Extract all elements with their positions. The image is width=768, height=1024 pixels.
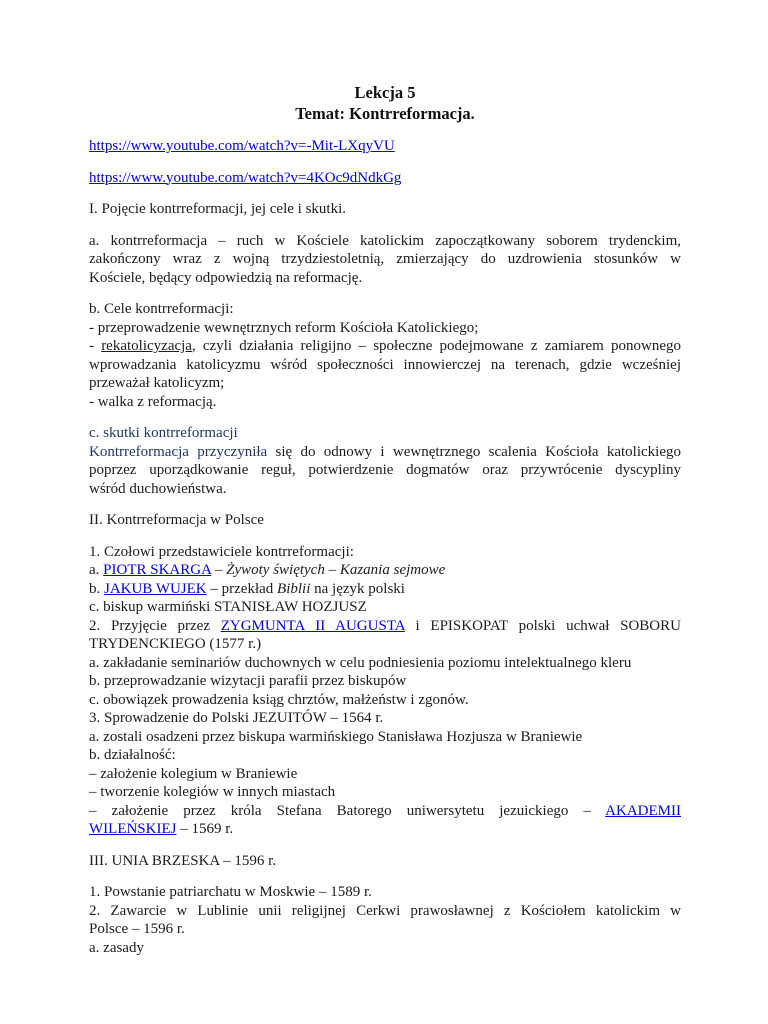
text-line: [89, 543, 681, 562]
text-run: , czyli działania religijno – społeczne podejmowane z zamiarem ponownego: [191, 338, 681, 354]
text-run: Kościele, będący odpowiedzią na reformację.: [89, 269, 363, 286]
text-run: poprzez uporządkowanie reguł, potwierdzenie dogmatów oraz przywrócenie dyscypliny: [89, 462, 681, 478]
text-run: I. Pojęcie kontrreformacji, jej cele i skutki.: [89, 201, 346, 217]
text-run: zakończony wraz z wojną trzydziestoletnią, zmierzający do uzdrowienia stosunków w: [89, 251, 681, 267]
text-run: b. przeprowadzanie wizytacji parafii przez biskupów: [89, 673, 407, 689]
text-run: III. UNIA BRZESKA – 1596 r.: [89, 852, 277, 869]
text-line: [89, 300, 681, 319]
text-run: TRYDENCKIEGO (1577 r.): [89, 636, 262, 652]
link-jakub-wujek[interactable]: JAKUB WUJEK: [104, 580, 207, 597]
text-run: – przekład: [206, 580, 278, 597]
text-line: [89, 939, 681, 958]
text-run: 1. Powstanie patriarchatu w Moskwie – 1589 r.: [89, 884, 372, 900]
text-line: [89, 337, 681, 356]
document-content: [89, 82, 681, 957]
text-run: i EPISKOPAT polski uchwał SOBORU: [404, 617, 681, 634]
text-line: [89, 374, 681, 393]
text-run: 2. Zawarcie w Lublinie unii religijnej Cerkwi prawosławnej z Kościołem katolickim w: [89, 902, 681, 919]
blank-line: [89, 839, 681, 852]
blank-line: [89, 219, 681, 232]
link-akademia-wilenska-1[interactable]: AKADEMII: [605, 802, 681, 819]
text-run: Lekcja 5: [354, 83, 416, 102]
link-youtube-1[interactable]: https://www.youtube.com/watch?v=-Mit-LXqyVU: [89, 138, 395, 154]
text-line: [89, 480, 681, 499]
text-line: [89, 269, 681, 288]
text-run: a. zakładanie seminariów duchownych w celu podniesienia poziomu intelektualnego kleru: [89, 654, 632, 671]
link-zygmunt-august[interactable]: ZYGMUNTA II AUGUSTA: [220, 617, 405, 634]
text-run: –: [211, 562, 227, 578]
text-underline: rekatolicyzacja: [101, 338, 192, 354]
section-heading-3: [89, 852, 681, 871]
text-run: - przeprowadzenie wewnętrznych reform Kościoła Katolickiego;: [89, 319, 479, 336]
text-run: b.: [89, 580, 104, 597]
text-italic: Biblii: [277, 580, 311, 597]
text-line: [89, 232, 681, 251]
text-line: [89, 443, 681, 462]
blank-line: [89, 411, 681, 424]
text-run: przeważał katolicyzm;: [89, 375, 225, 391]
text-line: [89, 802, 681, 821]
blank-line: [89, 287, 681, 300]
text-line: [89, 902, 681, 921]
text-run: 3. Sprowadzenie do Polski JEZUITÓW – 1564 r.: [89, 710, 384, 726]
text-line: [89, 691, 681, 710]
text-line: [89, 319, 681, 338]
text-run: a. zasady: [89, 939, 144, 956]
blank-line: [89, 498, 681, 511]
text-run: – tworzenie kolegiów w innych miastach: [89, 784, 336, 800]
text-line: [89, 672, 681, 691]
youtube-link-line-1: [89, 137, 681, 156]
text-line: [89, 709, 681, 728]
youtube-link-line-2: [89, 169, 681, 188]
subheading-skutki: [89, 424, 681, 443]
text-italic: Żywoty świętych: [226, 562, 325, 578]
text-run: – 1569 r.: [176, 821, 234, 837]
text-line: [89, 728, 681, 747]
lesson-topic-title: [89, 103, 681, 124]
text-line: [89, 654, 681, 673]
blank-line: [89, 156, 681, 169]
text-run: b. działalność:: [89, 747, 176, 763]
text-run: c. biskup warmiński STANISŁAW HOZJUSZ: [89, 599, 367, 615]
text-line: [89, 883, 681, 902]
text-run: wprowadzania katolicyzmu wśród społeczności innowierczej na terenach, gdzie wcześniej: [89, 356, 681, 373]
text-run: na język polski: [310, 580, 405, 597]
link-piotr-skarga[interactable]: PIOTR SKARGA: [103, 562, 212, 578]
text-line: [89, 598, 681, 617]
text-line: [89, 250, 681, 269]
blank-line: [89, 530, 681, 543]
text-run: -: [89, 338, 102, 354]
text-line: [89, 635, 681, 654]
text-line: [89, 393, 681, 412]
blank-line: [89, 124, 681, 137]
text-line: [89, 461, 681, 480]
lesson-number-title: [89, 82, 681, 103]
text-run: Temat: Kontrreformacja.: [295, 104, 475, 123]
text-navy: c. skutki kontrreformacji: [89, 425, 238, 441]
text-run: – założenie przez króla Stefana Batorego uniwersytetu jezuickiego –: [89, 802, 606, 819]
text-line: [89, 561, 681, 580]
text-line: [89, 746, 681, 765]
text-line: [89, 356, 681, 375]
text-run: wśród duchowieństwa.: [89, 480, 227, 497]
text-line: [89, 820, 681, 839]
text-run: a.: [89, 562, 104, 578]
text-run: 2. Przyjęcie przez: [89, 617, 221, 634]
text-run: a. zostali osadzeni przez biskupa warmińskiego Stanisława Hozjusza w Braniewie: [89, 728, 583, 745]
text-run: 1. Czołowi przedstawiciele kontrreformacji:: [89, 543, 354, 560]
blank-line: [89, 870, 681, 883]
text-run: c. obowiązek prowadzenia ksiąg chrztów, małżeństw i zgonów.: [89, 691, 469, 708]
text-line: [89, 783, 681, 802]
text-line: [89, 617, 681, 636]
section-heading-1: [89, 200, 681, 219]
text-italic: Kazania sejmowe: [339, 562, 446, 578]
text-run: się do odnowy i wewnętrznego scalenia Kościoła katolickiego: [267, 443, 681, 460]
text-line: [89, 580, 681, 599]
text-run: - walka z reformacją.: [89, 393, 217, 410]
link-youtube-2[interactable]: https://www.youtube.com/watch?v=4KOc9dNdkGg: [89, 169, 402, 186]
text-run: Polsce – 1596 r.: [89, 921, 185, 937]
text-line: [89, 765, 681, 784]
text-run: b. Cele kontrreformacji:: [89, 301, 234, 317]
text-run: a. kontrreformacja – ruch w Kościele katolickim zapoczątkowany soborem trydenckim,: [89, 232, 681, 249]
text-run: –: [324, 562, 340, 578]
blank-line: [89, 187, 681, 200]
text-line: [89, 920, 681, 939]
text-run: II. Kontrreformacja w Polsce: [89, 512, 264, 528]
link-akademia-wilenska-2[interactable]: WILEŃSKIEJ: [89, 821, 177, 837]
text-navy: Kontrreformacja przyczyniła: [89, 443, 268, 460]
section-heading-2: [89, 511, 681, 530]
text-run: – założenie kolegium w Braniewie: [89, 765, 298, 782]
